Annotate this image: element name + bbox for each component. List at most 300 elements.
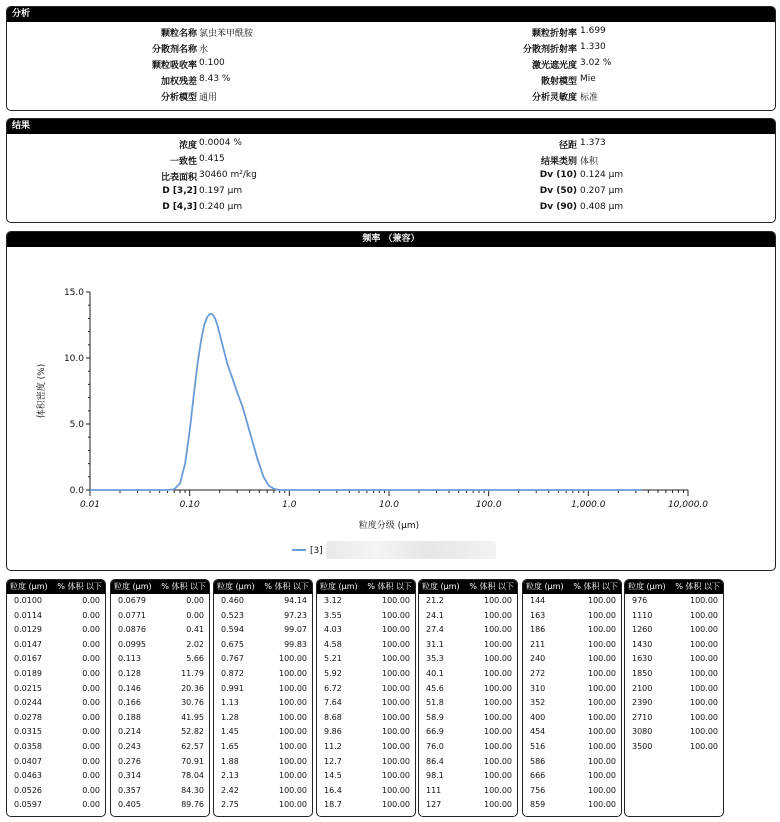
size-value: 40.1: [426, 668, 444, 678]
analysis-right-label-1: 分散剂折射率: [522, 45, 577, 55]
results-right-value-1: 体积: [580, 157, 599, 167]
size-value: 0.0407: [14, 756, 42, 766]
table-row: [7, 609, 105, 624]
results-panel: [6, 118, 776, 223]
header-size: 粒度 (μm): [320, 582, 358, 591]
percent-value: 100.00: [279, 727, 307, 737]
table-row: [214, 652, 312, 667]
size-value: 163: [530, 610, 546, 620]
table-row: [523, 798, 621, 813]
table-row: [317, 667, 415, 682]
size-value: 211: [530, 639, 546, 649]
size-value: 0.0278: [14, 712, 42, 722]
table-row: [523, 682, 621, 697]
size-value: 0.146: [118, 683, 141, 693]
percent-value: 30.76: [181, 698, 204, 708]
size-table-header: [214, 580, 312, 594]
percent-value: 100.00: [588, 741, 616, 751]
percent-value: 100.00: [279, 654, 307, 664]
table-row: [317, 769, 415, 784]
size-value: 0.214: [118, 727, 141, 737]
table-row: [111, 594, 209, 609]
size-value: 3.55: [324, 610, 342, 620]
results-left-value-0: 0.0004 %: [199, 138, 242, 148]
percent-value: 94.14: [284, 596, 307, 605]
percent-value: 0.00: [82, 668, 100, 678]
x-tick-label-2: 1.0: [282, 500, 297, 510]
table-row: [214, 638, 312, 653]
size-value: 0.0679: [118, 596, 146, 605]
results-right-value-3: 0.207 μm: [580, 186, 624, 196]
size-value: 0.0358: [14, 741, 42, 751]
size-value: 516: [530, 741, 546, 751]
table-row: [214, 711, 312, 726]
table-row: [111, 623, 209, 638]
percent-value: 100.00: [484, 639, 512, 649]
percent-value: 100.00: [382, 785, 410, 795]
table-row: [419, 769, 517, 784]
percent-value: 100.00: [382, 741, 410, 751]
table-row: [419, 725, 517, 740]
percent-value: 100.00: [588, 683, 616, 693]
size-value: 859: [530, 800, 546, 810]
table-row: [7, 755, 105, 770]
size-value: 0.0463: [14, 771, 42, 781]
results-left-value-3: 0.197 μm: [199, 186, 243, 196]
percent-value: 100.00: [382, 596, 410, 605]
table-row: [7, 652, 105, 667]
size-value: 76.0: [426, 741, 444, 751]
size-table-header: [317, 580, 415, 594]
table-row: [523, 740, 621, 755]
size-value: 1.13: [221, 698, 239, 708]
percent-value: 100.00: [690, 654, 718, 664]
table-row: [419, 623, 517, 638]
percent-value: 100.00: [690, 610, 718, 620]
percent-value: 97.23: [284, 610, 307, 620]
percent-value: 0.00: [82, 727, 100, 737]
table-row: [317, 638, 415, 653]
percent-value: 0.00: [82, 698, 100, 708]
table-row: [7, 769, 105, 784]
percent-value: 100.00: [690, 596, 718, 605]
analysis-panel-title: 分析: [7, 7, 775, 22]
analysis-right-value-3: Mie: [580, 74, 596, 84]
analysis-right-value-0: 1.699: [580, 26, 606, 36]
size-value: 2.13: [221, 771, 239, 781]
percent-value: 100.00: [382, 639, 410, 649]
table-row: [7, 798, 105, 813]
size-value: 11.2: [324, 741, 342, 751]
size-value: 31.1: [426, 639, 444, 649]
size-value: 2.75: [221, 800, 239, 810]
size-value: 0.675: [221, 639, 244, 649]
table-row: [7, 740, 105, 755]
size-value: 45.6: [426, 683, 444, 693]
percent-value: 62.57: [181, 741, 204, 751]
percent-value: 100.00: [588, 698, 616, 708]
y-tick-label-3: 15.0: [63, 288, 84, 298]
table-row: [523, 711, 621, 726]
percent-value: 100.00: [382, 668, 410, 678]
percent-value: 0.00: [82, 625, 100, 635]
percent-value: 11.79: [181, 668, 204, 678]
size-table-header: [7, 580, 105, 594]
size-value: 0.0771: [118, 610, 146, 620]
size-value: 1110: [632, 610, 653, 620]
table-row: [111, 711, 209, 726]
percent-value: 89.76: [181, 800, 204, 810]
size-value: 2390: [632, 698, 653, 708]
table-row: [625, 682, 723, 697]
size-value: 7.64: [324, 698, 342, 708]
percent-value: 100.00: [279, 668, 307, 678]
y-tick-label-2: 10.0: [63, 354, 84, 364]
analysis-right-label-0: 颗粒折射率: [531, 29, 577, 39]
size-value: 3.12: [324, 596, 342, 605]
table-row: [625, 711, 723, 726]
percent-value: 100.00: [382, 771, 410, 781]
percent-value: 100.00: [484, 625, 512, 635]
size-value: 21.2: [426, 596, 444, 605]
size-value: 2710: [632, 712, 653, 722]
percent-value: 100.00: [588, 785, 616, 795]
percent-value: 100.00: [484, 800, 512, 810]
percent-value: 100.00: [279, 800, 307, 810]
table-row: [317, 725, 415, 740]
percent-value: 0.00: [82, 596, 100, 605]
table-row: [111, 638, 209, 653]
table-row: [317, 682, 415, 697]
results-right-label-4: Dv (90): [539, 202, 577, 212]
size-value: 0.405: [118, 800, 141, 810]
x-tick-label-5: 1,000.0: [571, 500, 606, 510]
size-value: 0.523: [221, 610, 244, 620]
results-left-value-1: 0.415: [199, 154, 225, 164]
size-value: 976: [632, 596, 648, 605]
percent-value: 99.07: [284, 625, 307, 635]
size-value: 3080: [632, 727, 653, 737]
results-left-label-2: 比表面积: [160, 173, 197, 183]
table-row: [419, 594, 517, 609]
percent-value: 100.00: [588, 771, 616, 781]
size-value: 0.767: [221, 654, 244, 664]
percent-value: 0.00: [82, 683, 100, 693]
size-value: 186: [530, 625, 546, 635]
table-row: [317, 623, 415, 638]
analysis-right-value-2: 3.02 %: [580, 58, 612, 68]
table-row: [317, 755, 415, 770]
table-row: [317, 798, 415, 813]
header-percent-volume-below: % 体积 以下: [161, 582, 206, 591]
size-value: 0.128: [118, 668, 141, 678]
percent-value: 100.00: [484, 756, 512, 766]
size-value: 0.0244: [14, 698, 42, 708]
header-percent-volume-below: % 体积 以下: [675, 582, 720, 591]
size-value: 0.0597: [14, 800, 42, 810]
size-value: 2.42: [221, 785, 239, 795]
size-value: 0.188: [118, 712, 141, 722]
results-left-label-3: D [3,2]: [162, 186, 197, 196]
table-row: [523, 594, 621, 609]
table-row: [419, 696, 517, 711]
size-table-0: [6, 579, 106, 817]
percent-value: 0.00: [82, 741, 100, 751]
percent-value: 100.00: [484, 727, 512, 737]
table-row: [317, 711, 415, 726]
table-row: [523, 755, 621, 770]
size-value: 2100: [632, 683, 653, 693]
chart-panel: [6, 231, 776, 571]
size-table-6: [624, 579, 724, 817]
percent-value: 100.00: [382, 727, 410, 737]
percent-value: 100.00: [588, 625, 616, 635]
header-percent-volume-below: % 体积 以下: [573, 582, 618, 591]
results-panel-title: 结果: [7, 119, 775, 134]
analysis-left-value-0: 氯虫苯甲酰胺: [199, 29, 254, 39]
table-row: [523, 696, 621, 711]
percent-value: 100.00: [279, 741, 307, 751]
percent-value: 0.00: [82, 654, 100, 664]
table-row: [214, 682, 312, 697]
size-value: 0.113: [118, 654, 141, 664]
size-table-3: [316, 579, 416, 817]
analysis-right-label-2: 激光遮光度: [531, 61, 577, 71]
table-row: [111, 609, 209, 624]
table-row: [419, 711, 517, 726]
x-tick-label-4: 100.0: [475, 500, 502, 510]
size-value: 0.276: [118, 756, 141, 766]
table-row: [7, 711, 105, 726]
size-value: 1.65: [221, 741, 239, 751]
analysis-right-value-4: 标准: [580, 93, 599, 103]
size-value: 1.45: [221, 727, 239, 737]
analysis-left-label-2: 颗粒吸收率: [151, 61, 197, 71]
size-value: 1430: [632, 639, 653, 649]
analysis-left-value-3: 8.43 %: [199, 74, 231, 84]
header-size: 粒度 (μm): [628, 582, 666, 591]
size-value: 14.5: [324, 771, 342, 781]
analysis-left-label-1: 分散剂名称: [151, 45, 197, 55]
size-table-4: [418, 579, 518, 817]
size-value: 0.460: [221, 596, 244, 605]
percent-value: 100.00: [690, 712, 718, 722]
table-row: [419, 755, 517, 770]
percent-value: 100.00: [690, 727, 718, 737]
percent-value: 100.00: [279, 712, 307, 722]
table-row: [214, 696, 312, 711]
size-value: 0.0129: [14, 625, 42, 635]
size-value: 86.4: [426, 756, 444, 766]
table-row: [111, 769, 209, 784]
y-tick-label-1: 5.0: [69, 420, 84, 430]
header-size: 粒度 (μm): [114, 582, 152, 591]
size-value: 0.0315: [14, 727, 42, 737]
percent-value: 0.41: [186, 625, 204, 635]
size-value: 51.8: [426, 698, 444, 708]
size-value: 66.9: [426, 727, 444, 737]
size-value: 35.3: [426, 654, 444, 664]
table-row: [214, 755, 312, 770]
header-percent-volume-below: % 体积 以下: [57, 582, 102, 591]
percent-value: 70.91: [181, 756, 204, 766]
size-value: 4.58: [324, 639, 342, 649]
table-row: [523, 769, 621, 784]
percent-value: 100.00: [382, 610, 410, 620]
table-row: [625, 623, 723, 638]
table-row: [7, 594, 105, 609]
table-row: [317, 652, 415, 667]
percent-value: 100.00: [382, 698, 410, 708]
table-row: [111, 652, 209, 667]
size-value: 5.92: [324, 668, 342, 678]
percent-value: 100.00: [690, 741, 718, 751]
size-value: 18.7: [324, 800, 342, 810]
size-value: 0.0995: [118, 639, 146, 649]
legend-sample-name-redacted: [326, 541, 496, 559]
percent-value: 100.00: [588, 654, 616, 664]
percent-value: 100.00: [484, 654, 512, 664]
table-row: [214, 798, 312, 813]
table-row: [419, 638, 517, 653]
table-row: [419, 798, 517, 813]
table-row: [625, 725, 723, 740]
table-row: [523, 652, 621, 667]
table-row: [625, 609, 723, 624]
analysis-left-label-3: 加权残差: [160, 77, 197, 87]
size-value: 400: [530, 712, 546, 722]
percent-value: 100.00: [588, 712, 616, 722]
percent-value: 100.00: [279, 683, 307, 693]
table-row: [111, 682, 209, 697]
table-row: [419, 784, 517, 799]
table-row: [111, 740, 209, 755]
percent-value: 100.00: [279, 785, 307, 795]
percent-value: 100.00: [279, 771, 307, 781]
percent-value: 100.00: [690, 683, 718, 693]
table-row: [523, 623, 621, 638]
table-row: [317, 696, 415, 711]
results-left-label-0: 浓度: [178, 141, 197, 151]
percent-value: 100.00: [382, 683, 410, 693]
table-row: [523, 784, 621, 799]
table-row: [214, 667, 312, 682]
analysis-left-value-4: 通用: [199, 93, 218, 103]
percent-value: 100.00: [382, 756, 410, 766]
percent-value: 0.00: [82, 712, 100, 722]
percent-value: 100.00: [690, 698, 718, 708]
size-value: 111: [426, 785, 442, 795]
percent-value: 100.00: [382, 712, 410, 722]
header-percent-volume-below: % 体积 以下: [367, 582, 412, 591]
percent-value: 100.00: [588, 668, 616, 678]
size-value: 1260: [632, 625, 653, 635]
size-value: 756: [530, 785, 546, 795]
percent-value: 0.00: [82, 639, 100, 649]
size-value: 0.0876: [118, 625, 146, 635]
x-tick-label-1: 0.10: [179, 500, 200, 510]
size-value: 16.4: [324, 785, 342, 795]
analysis-left-value-2: 0.100: [199, 58, 225, 68]
table-row: [419, 682, 517, 697]
percent-value: 0.00: [186, 610, 204, 620]
percent-value: 100.00: [484, 596, 512, 605]
size-value: 12.7: [324, 756, 342, 766]
table-row: [7, 638, 105, 653]
size-value: 1850: [632, 668, 653, 678]
analysis-left-value-1: 水: [199, 45, 209, 55]
table-row: [7, 784, 105, 799]
chart-title: 频率 （兼容）: [7, 232, 775, 247]
results-right-value-2: 0.124 μm: [580, 170, 624, 180]
size-value: 1.88: [221, 756, 239, 766]
percent-value: 100.00: [588, 610, 616, 620]
analysis-left-label-0: 颗粒名称: [160, 29, 197, 39]
percent-value: 100.00: [279, 756, 307, 766]
table-row: [625, 667, 723, 682]
size-value: 310: [530, 683, 546, 693]
table-row: [214, 623, 312, 638]
table-row: [419, 667, 517, 682]
table-row: [419, 609, 517, 624]
analysis-panel: [6, 6, 776, 111]
header-percent-volume-below: % 体积 以下: [469, 582, 514, 591]
legend-label: [3]: [310, 546, 323, 556]
percent-value: 52.82: [181, 727, 204, 737]
results-left-value-2: 30460 m²/kg: [199, 170, 257, 180]
percent-value: 100.00: [588, 639, 616, 649]
table-row: [317, 609, 415, 624]
percent-value: 100.00: [588, 756, 616, 766]
x-tick-label-6: 10,000.0: [667, 500, 709, 510]
table-row: [111, 784, 209, 799]
size-value: 352: [530, 698, 546, 708]
percent-value: 0.00: [82, 800, 100, 810]
results-right-label-3: Dv (50): [539, 186, 577, 196]
percent-value: 100.00: [382, 625, 410, 635]
percent-value: 0.00: [82, 785, 100, 795]
table-row: [317, 740, 415, 755]
table-row: [7, 667, 105, 682]
size-value: 0.594: [221, 625, 244, 635]
table-row: [625, 696, 723, 711]
table-row: [111, 798, 209, 813]
table-row: [625, 594, 723, 609]
percent-value: 0.00: [82, 610, 100, 620]
table-row: [214, 769, 312, 784]
table-row: [111, 725, 209, 740]
size-value: 24.1: [426, 610, 444, 620]
percent-value: 100.00: [588, 596, 616, 605]
table-row: [625, 652, 723, 667]
results-right-label-2: Dv (10): [539, 170, 577, 180]
header-size: 粒度 (μm): [422, 582, 460, 591]
percent-value: 100.00: [690, 625, 718, 635]
size-value: 0.872: [221, 668, 244, 678]
size-value: 240: [530, 654, 546, 664]
table-row: [111, 696, 209, 711]
table-row: [625, 740, 723, 755]
percent-value: 100.00: [690, 639, 718, 649]
size-table-header: [419, 580, 517, 594]
percent-value: 0.00: [82, 756, 100, 766]
analysis-right-value-1: 1.330: [580, 42, 606, 52]
table-row: [111, 755, 209, 770]
size-value: 0.243: [118, 741, 141, 751]
x-tick-label-3: 10.0: [378, 500, 400, 510]
size-value: 0.357: [118, 785, 141, 795]
percent-value: 100.00: [382, 654, 410, 664]
